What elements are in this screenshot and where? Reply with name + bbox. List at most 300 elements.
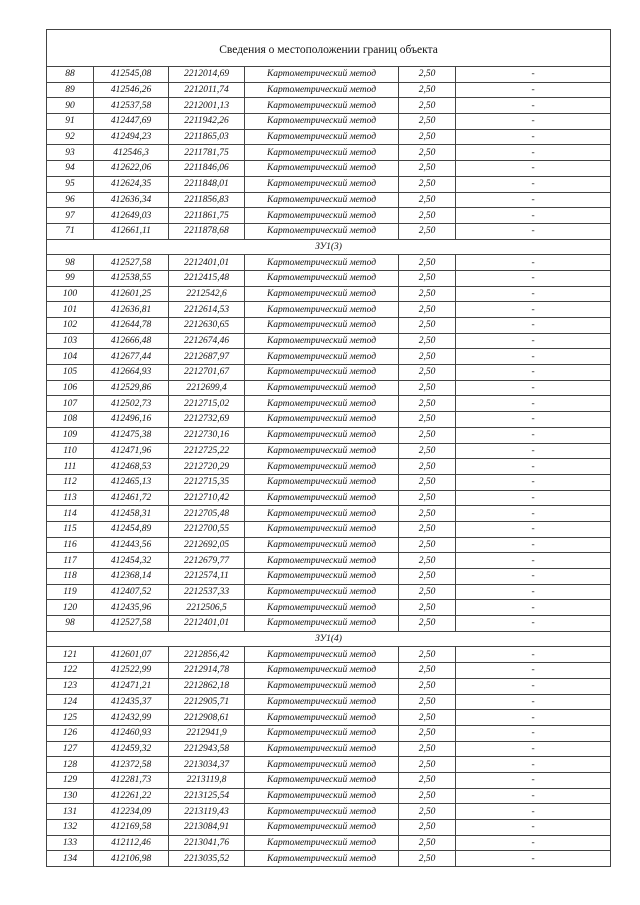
coordinate-x-cell: 412661,11 xyxy=(94,223,169,239)
coordinate-x-cell: 412601,07 xyxy=(94,647,169,663)
method-cell: Картометрический метод xyxy=(245,616,399,632)
point-number-cell: 102 xyxy=(47,318,94,334)
method-cell: Картометрический метод xyxy=(245,412,399,428)
point-number-cell: 123 xyxy=(47,678,94,694)
table-row xyxy=(47,318,611,334)
table-row xyxy=(47,537,611,553)
point-number-cell: 133 xyxy=(47,835,94,851)
point-number-cell: 98 xyxy=(47,255,94,271)
coordinate-y-cell: 2212730,16 xyxy=(169,427,245,443)
coordinate-x-cell: 412432,99 xyxy=(94,710,169,726)
method-cell: Картометрический метод xyxy=(245,820,399,836)
note-cell: - xyxy=(456,694,611,710)
note-cell: - xyxy=(456,67,611,83)
table-row xyxy=(47,490,611,506)
point-number-cell: 107 xyxy=(47,396,94,412)
accuracy-cell: 2,50 xyxy=(399,255,456,271)
coordinate-x-cell: 412537,58 xyxy=(94,98,169,114)
note-cell: - xyxy=(456,302,611,318)
accuracy-cell: 2,50 xyxy=(399,286,456,302)
coordinate-y-cell: 2211856,83 xyxy=(169,192,245,208)
note-cell: - xyxy=(456,710,611,726)
method-cell: Картометрический метод xyxy=(245,192,399,208)
method-cell: Картометрический метод xyxy=(245,318,399,334)
note-cell: - xyxy=(456,741,611,757)
coordinate-y-cell: 2212705,48 xyxy=(169,506,245,522)
accuracy-cell: 2,50 xyxy=(399,678,456,694)
coordinate-x-cell: 412622,06 xyxy=(94,161,169,177)
accuracy-cell: 2,50 xyxy=(399,820,456,836)
method-cell: Картометрический метод xyxy=(245,757,399,773)
coordinate-y-cell: 2212614,53 xyxy=(169,302,245,318)
point-number-cell: 99 xyxy=(47,270,94,286)
point-number-cell: 124 xyxy=(47,694,94,710)
coordinate-y-cell: 2212001,13 xyxy=(169,98,245,114)
coordinate-x-cell: 412169,58 xyxy=(94,820,169,836)
note-cell: - xyxy=(456,553,611,569)
coordinate-y-cell: 2212715,02 xyxy=(169,396,245,412)
note-cell: - xyxy=(456,459,611,475)
note-cell: - xyxy=(456,82,611,98)
table-row xyxy=(47,553,611,569)
table-title: Сведения о местоположении границ объекта xyxy=(47,30,611,67)
accuracy-cell: 2,50 xyxy=(399,114,456,130)
coordinate-x-cell: 412502,73 xyxy=(94,396,169,412)
coordinate-y-cell: 2212710,42 xyxy=(169,490,245,506)
note-cell: - xyxy=(456,412,611,428)
coordinate-x-cell: 412529,86 xyxy=(94,380,169,396)
note-cell: - xyxy=(456,757,611,773)
table-row xyxy=(47,459,611,475)
point-number-cell: 106 xyxy=(47,380,94,396)
coordinate-x-cell: 412458,31 xyxy=(94,506,169,522)
accuracy-cell: 2,50 xyxy=(399,741,456,757)
table-row xyxy=(47,161,611,177)
note-cell: - xyxy=(456,365,611,381)
coordinate-x-cell: 412460,93 xyxy=(94,725,169,741)
accuracy-cell: 2,50 xyxy=(399,443,456,459)
table-row xyxy=(47,443,611,459)
coordinate-x-cell: 412435,37 xyxy=(94,694,169,710)
coordinate-x-cell: 412459,32 xyxy=(94,741,169,757)
method-cell: Картометрический метод xyxy=(245,302,399,318)
accuracy-cell: 2,50 xyxy=(399,569,456,585)
coordinate-y-cell: 2213041,76 xyxy=(169,835,245,851)
point-number-cell: 104 xyxy=(47,349,94,365)
accuracy-cell: 2,50 xyxy=(399,616,456,632)
point-number-cell: 116 xyxy=(47,537,94,553)
method-cell: Картометрический метод xyxy=(245,678,399,694)
accuracy-cell: 2,50 xyxy=(399,725,456,741)
coordinate-x-cell: 412454,32 xyxy=(94,553,169,569)
note-cell: - xyxy=(456,223,611,239)
point-number-cell: 103 xyxy=(47,333,94,349)
coordinate-x-cell: 412546,3 xyxy=(94,145,169,161)
method-cell: Картометрический метод xyxy=(245,396,399,412)
table-row xyxy=(47,223,611,239)
accuracy-cell: 2,50 xyxy=(399,208,456,224)
accuracy-cell: 2,50 xyxy=(399,223,456,239)
accuracy-cell: 2,50 xyxy=(399,490,456,506)
note-cell: - xyxy=(456,663,611,679)
coordinate-y-cell: 2212415,48 xyxy=(169,270,245,286)
accuracy-cell: 2,50 xyxy=(399,459,456,475)
coordinate-y-cell: 2211846,06 xyxy=(169,161,245,177)
table-row xyxy=(47,663,611,679)
accuracy-cell: 2,50 xyxy=(399,67,456,83)
note-cell: - xyxy=(456,521,611,537)
note-cell: - xyxy=(456,600,611,616)
table-row xyxy=(47,616,611,632)
point-number-cell: 93 xyxy=(47,145,94,161)
coordinate-y-cell: 2212537,33 xyxy=(169,584,245,600)
table-row xyxy=(47,365,611,381)
table-body xyxy=(47,30,611,867)
point-number-cell: 90 xyxy=(47,98,94,114)
table-row xyxy=(47,129,611,145)
point-number-cell: 101 xyxy=(47,302,94,318)
note-cell: - xyxy=(456,788,611,804)
table-row xyxy=(47,788,611,804)
coordinate-x-cell: 412372,58 xyxy=(94,757,169,773)
point-number-cell: 125 xyxy=(47,710,94,726)
note-cell: - xyxy=(456,114,611,130)
point-number-cell: 105 xyxy=(47,365,94,381)
method-cell: Картометрический метод xyxy=(245,161,399,177)
point-number-cell: 115 xyxy=(47,521,94,537)
coordinate-y-cell: 2212941,9 xyxy=(169,725,245,741)
accuracy-cell: 2,50 xyxy=(399,270,456,286)
method-cell: Картометрический метод xyxy=(245,725,399,741)
coordinate-y-cell: 2212506,5 xyxy=(169,600,245,616)
accuracy-cell: 2,50 xyxy=(399,757,456,773)
coordinate-y-cell: 2213119,43 xyxy=(169,804,245,820)
table-row xyxy=(47,725,611,741)
coordinate-x-cell: 412435,96 xyxy=(94,600,169,616)
point-number-cell: 96 xyxy=(47,192,94,208)
table-row xyxy=(47,349,611,365)
coordinate-x-cell: 412261,22 xyxy=(94,788,169,804)
coordinate-y-cell: 2212725,22 xyxy=(169,443,245,459)
note-cell: - xyxy=(456,318,611,334)
method-cell: Картометрический метод xyxy=(245,663,399,679)
table-row xyxy=(47,804,611,820)
coordinate-x-cell: 412465,13 xyxy=(94,474,169,490)
coordinate-x-cell: 412636,81 xyxy=(94,302,169,318)
coordinate-y-cell: 2211781,75 xyxy=(169,145,245,161)
coordinate-x-cell: 412545,08 xyxy=(94,67,169,83)
method-cell: Картометрический метод xyxy=(245,208,399,224)
table-row xyxy=(47,208,611,224)
coordinate-y-cell: 2213035,52 xyxy=(169,851,245,867)
note-cell: - xyxy=(456,145,611,161)
accuracy-cell: 2,50 xyxy=(399,176,456,192)
coordinate-x-cell: 412496,16 xyxy=(94,412,169,428)
accuracy-cell: 2,50 xyxy=(399,600,456,616)
coordinate-x-cell: 412601,25 xyxy=(94,286,169,302)
table-row xyxy=(47,145,611,161)
method-cell: Картометрический метод xyxy=(245,176,399,192)
note-cell: - xyxy=(456,678,611,694)
method-cell: Картометрический метод xyxy=(245,772,399,788)
table-row xyxy=(47,772,611,788)
coordinate-y-cell: 2212692,05 xyxy=(169,537,245,553)
point-number-cell: 109 xyxy=(47,427,94,443)
method-cell: Картометрический метод xyxy=(245,835,399,851)
accuracy-cell: 2,50 xyxy=(399,192,456,208)
note-cell: - xyxy=(456,537,611,553)
accuracy-cell: 2,50 xyxy=(399,851,456,867)
table-row xyxy=(47,757,611,773)
note-cell: - xyxy=(456,98,611,114)
accuracy-cell: 2,50 xyxy=(399,835,456,851)
coordinate-y-cell: 2213125,54 xyxy=(169,788,245,804)
coordinate-x-cell: 412527,58 xyxy=(94,616,169,632)
accuracy-cell: 2,50 xyxy=(399,98,456,114)
coordinate-y-cell: 2212732,69 xyxy=(169,412,245,428)
accuracy-cell: 2,50 xyxy=(399,82,456,98)
accuracy-cell: 2,50 xyxy=(399,474,456,490)
coordinate-x-cell: 412407,52 xyxy=(94,584,169,600)
coordinate-x-cell: 412546,26 xyxy=(94,82,169,98)
coordinate-y-cell: 2212014,69 xyxy=(169,67,245,83)
method-cell: Картометрический метод xyxy=(245,129,399,145)
accuracy-cell: 2,50 xyxy=(399,772,456,788)
coordinate-x-cell: 412538,55 xyxy=(94,270,169,286)
coordinate-x-cell: 412666,48 xyxy=(94,333,169,349)
accuracy-cell: 2,50 xyxy=(399,365,456,381)
coordinate-y-cell: 2211865,03 xyxy=(169,129,245,145)
note-cell: - xyxy=(456,270,611,286)
point-number-cell: 97 xyxy=(47,208,94,224)
note-cell: - xyxy=(456,396,611,412)
coordinate-y-cell: 2212630,65 xyxy=(169,318,245,334)
note-cell: - xyxy=(456,427,611,443)
point-number-cell: 119 xyxy=(47,584,94,600)
point-number-cell: 121 xyxy=(47,647,94,663)
method-cell: Картометрический метод xyxy=(245,443,399,459)
method-cell: Картометрический метод xyxy=(245,286,399,302)
method-cell: Картометрический метод xyxy=(245,521,399,537)
method-cell: Картометрический метод xyxy=(245,145,399,161)
table-row xyxy=(47,741,611,757)
coordinate-y-cell: 2212401,01 xyxy=(169,616,245,632)
method-cell: Картометрический метод xyxy=(245,270,399,286)
note-cell: - xyxy=(456,349,611,365)
note-cell: - xyxy=(456,474,611,490)
point-number-cell: 98 xyxy=(47,616,94,632)
coordinate-x-cell: 412112,46 xyxy=(94,835,169,851)
accuracy-cell: 2,50 xyxy=(399,129,456,145)
table-row xyxy=(47,67,611,83)
coordinate-x-cell: 412447,69 xyxy=(94,114,169,130)
coordinate-y-cell: 2212856,42 xyxy=(169,647,245,663)
method-cell: Картометрический метод xyxy=(245,380,399,396)
coordinate-y-cell: 2212715,35 xyxy=(169,474,245,490)
accuracy-cell: 2,50 xyxy=(399,380,456,396)
coordinate-y-cell: 2212674,46 xyxy=(169,333,245,349)
coordinate-x-cell: 412454,89 xyxy=(94,521,169,537)
table-row xyxy=(47,506,611,522)
accuracy-cell: 2,50 xyxy=(399,302,456,318)
accuracy-cell: 2,50 xyxy=(399,788,456,804)
table-row xyxy=(47,114,611,130)
point-number-cell: 132 xyxy=(47,820,94,836)
table-row xyxy=(47,286,611,302)
coordinate-y-cell: 2211861,75 xyxy=(169,208,245,224)
coordinate-y-cell: 2212699,4 xyxy=(169,380,245,396)
point-number-cell: 91 xyxy=(47,114,94,130)
point-number-cell: 134 xyxy=(47,851,94,867)
note-cell: - xyxy=(456,161,611,177)
section-row xyxy=(47,631,611,647)
point-number-cell: 94 xyxy=(47,161,94,177)
accuracy-cell: 2,50 xyxy=(399,647,456,663)
section-row xyxy=(47,239,611,255)
coordinate-y-cell: 2212905,71 xyxy=(169,694,245,710)
point-number-cell: 111 xyxy=(47,459,94,475)
coordinate-y-cell: 2213034,37 xyxy=(169,757,245,773)
table-row xyxy=(47,396,611,412)
table-row xyxy=(47,820,611,836)
table-row xyxy=(47,851,611,867)
point-number-cell: 89 xyxy=(47,82,94,98)
method-cell: Картометрический метод xyxy=(245,333,399,349)
method-cell: Картометрический метод xyxy=(245,804,399,820)
point-number-cell: 92 xyxy=(47,129,94,145)
table-row xyxy=(47,302,611,318)
method-cell: Картометрический метод xyxy=(245,647,399,663)
coordinate-y-cell: 2212574,11 xyxy=(169,569,245,585)
section-label: ЗУ1(3) xyxy=(47,239,611,255)
method-cell: Картометрический метод xyxy=(245,788,399,804)
method-cell: Картометрический метод xyxy=(245,365,399,381)
note-cell: - xyxy=(456,192,611,208)
method-cell: Картометрический метод xyxy=(245,694,399,710)
point-number-cell: 130 xyxy=(47,788,94,804)
coordinate-x-cell: 412281,73 xyxy=(94,772,169,788)
section-label: ЗУ1(4) xyxy=(47,631,611,647)
note-cell: - xyxy=(456,569,611,585)
point-number-cell: 108 xyxy=(47,412,94,428)
table-row xyxy=(47,82,611,98)
table-row xyxy=(47,710,611,726)
table-row xyxy=(47,380,611,396)
method-cell: Картометрический метод xyxy=(245,506,399,522)
coordinate-y-cell: 2212908,61 xyxy=(169,710,245,726)
note-cell: - xyxy=(456,129,611,145)
point-number-cell: 71 xyxy=(47,223,94,239)
note-cell: - xyxy=(456,443,611,459)
point-number-cell: 118 xyxy=(47,569,94,585)
note-cell: - xyxy=(456,333,611,349)
method-cell: Картометрический метод xyxy=(245,255,399,271)
method-cell: Картометрический метод xyxy=(245,474,399,490)
coordinate-x-cell: 412527,58 xyxy=(94,255,169,271)
method-cell: Картометрический метод xyxy=(245,67,399,83)
coordinate-y-cell: 2212701,67 xyxy=(169,365,245,381)
note-cell: - xyxy=(456,176,611,192)
method-cell: Картометрический метод xyxy=(245,851,399,867)
table-row xyxy=(47,678,611,694)
coordinate-y-cell: 2213119,8 xyxy=(169,772,245,788)
accuracy-cell: 2,50 xyxy=(399,396,456,412)
table-title-row xyxy=(47,30,611,67)
method-cell: Картометрический метод xyxy=(245,741,399,757)
note-cell: - xyxy=(456,506,611,522)
note-cell: - xyxy=(456,286,611,302)
coordinate-x-cell: 412468,53 xyxy=(94,459,169,475)
coordinate-x-cell: 412636,34 xyxy=(94,192,169,208)
point-number-cell: 112 xyxy=(47,474,94,490)
point-number-cell: 131 xyxy=(47,804,94,820)
method-cell: Картометрический метод xyxy=(245,459,399,475)
table-row xyxy=(47,270,611,286)
method-cell: Картометрический метод xyxy=(245,569,399,585)
table-row xyxy=(47,98,611,114)
coordinate-y-cell: 2212401,01 xyxy=(169,255,245,271)
point-number-cell: 88 xyxy=(47,67,94,83)
point-number-cell: 95 xyxy=(47,176,94,192)
coordinate-y-cell: 2212943,58 xyxy=(169,741,245,757)
point-number-cell: 120 xyxy=(47,600,94,616)
method-cell: Картометрический метод xyxy=(245,114,399,130)
point-number-cell: 127 xyxy=(47,741,94,757)
accuracy-cell: 2,50 xyxy=(399,318,456,334)
method-cell: Картометрический метод xyxy=(245,553,399,569)
note-cell: - xyxy=(456,208,611,224)
point-number-cell: 114 xyxy=(47,506,94,522)
coordinate-y-cell: 2213084,91 xyxy=(169,820,245,836)
accuracy-cell: 2,50 xyxy=(399,521,456,537)
coordinate-y-cell: 2212862,18 xyxy=(169,678,245,694)
accuracy-cell: 2,50 xyxy=(399,553,456,569)
method-cell: Картометрический метод xyxy=(245,349,399,365)
coordinate-x-cell: 412677,44 xyxy=(94,349,169,365)
note-cell: - xyxy=(456,851,611,867)
table-row xyxy=(47,521,611,537)
note-cell: - xyxy=(456,647,611,663)
note-cell: - xyxy=(456,772,611,788)
accuracy-cell: 2,50 xyxy=(399,584,456,600)
coordinate-x-cell: 412475,38 xyxy=(94,427,169,443)
point-number-cell: 113 xyxy=(47,490,94,506)
method-cell: Картометрический метод xyxy=(245,584,399,600)
accuracy-cell: 2,50 xyxy=(399,333,456,349)
coordinate-x-cell: 412624,35 xyxy=(94,176,169,192)
coordinate-x-cell: 412471,21 xyxy=(94,678,169,694)
method-cell: Картометрический метод xyxy=(245,710,399,726)
point-number-cell: 122 xyxy=(47,663,94,679)
table-row xyxy=(47,192,611,208)
method-cell: Картометрический метод xyxy=(245,490,399,506)
note-cell: - xyxy=(456,725,611,741)
coordinate-x-cell: 412461,72 xyxy=(94,490,169,506)
accuracy-cell: 2,50 xyxy=(399,161,456,177)
note-cell: - xyxy=(456,804,611,820)
coordinate-y-cell: 2212914,78 xyxy=(169,663,245,679)
note-cell: - xyxy=(456,490,611,506)
table-row xyxy=(47,569,611,585)
coordinate-y-cell: 2211942,26 xyxy=(169,114,245,130)
accuracy-cell: 2,50 xyxy=(399,663,456,679)
point-number-cell: 110 xyxy=(47,443,94,459)
coordinate-y-cell: 2212687,97 xyxy=(169,349,245,365)
coordinate-x-cell: 412522,99 xyxy=(94,663,169,679)
boundary-coordinates-table xyxy=(46,29,611,867)
accuracy-cell: 2,50 xyxy=(399,710,456,726)
table-row xyxy=(47,584,611,600)
